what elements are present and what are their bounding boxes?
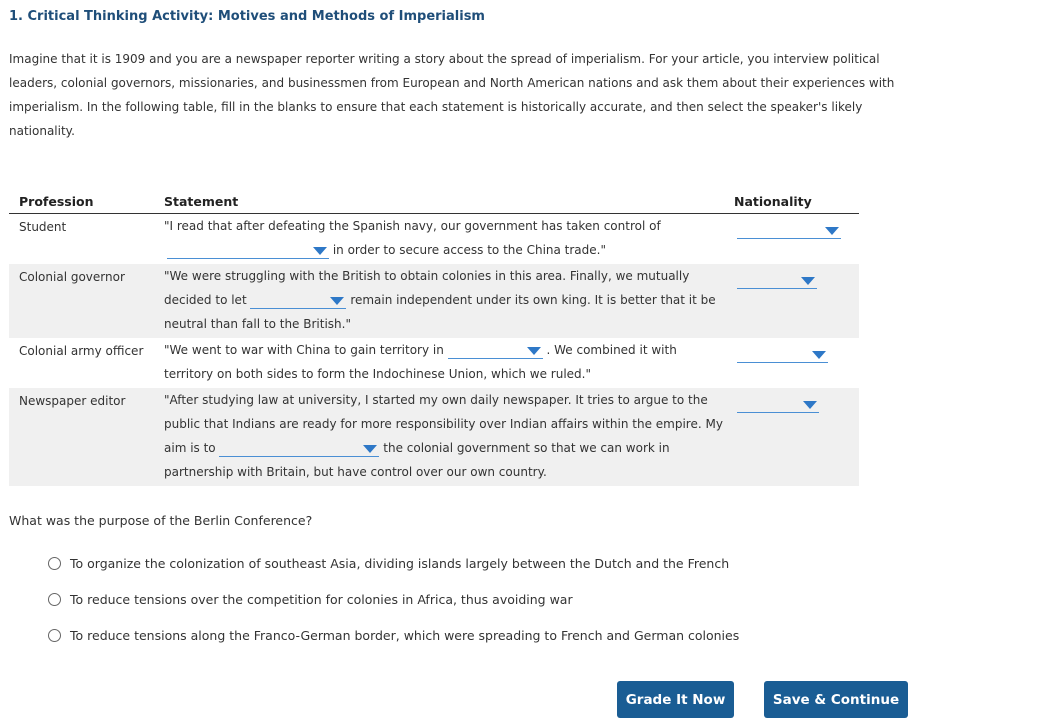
header-nationality: Nationality [734,194,812,209]
answer-option-1[interactable] [48,554,729,572]
statement-text: "I read that after defeating the Spanish navy, our government has taken control of [164,219,661,233]
statement-text: "We went to war with China to gain territory in [164,343,444,357]
radio-button[interactable] [48,629,61,642]
profession-cell: Newspaper editor [19,394,126,408]
imperialism-table [9,190,859,486]
grade-it-now-button[interactable]: Grade It Now [617,681,734,718]
option-label: To reduce tensions over the competition for colonies in Africa, thus avoiding war [70,591,573,607]
nationality-dropdown[interactable] [737,222,841,239]
statement-text: remain independent under its own king. It is better that it be neutral than fall to the British." [164,293,716,331]
statement-cell [164,264,724,336]
blank-dropdown-territory[interactable] [167,242,329,259]
answer-option-3[interactable] [48,626,739,644]
statement-text: "After studying law at university, I started my own daily newspaper. It tries to argue to the public that Indians are ready for more responsibility over Indian affairs within the empire. My aim is to [164,393,723,455]
blank-dropdown-country[interactable] [250,292,346,309]
table-header [9,190,859,214]
header-statement: Statement [164,194,239,209]
chevron-down-icon [812,351,826,359]
statement-cell [164,214,724,262]
profession-cell: Colonial army officer [19,344,144,358]
statement-text: the colonial government so that we can work in partnership with Britain, but have control over our own country. [164,441,670,479]
activity-intro: Imagine that it is 1909 and you are a newspaper reporter writing a story about the spread of imperialism. For your article, you interview political leaders, colonial governors, missionaries, and businessmen from European and North American nations and ask them about their experiences with imperialism. In the following table, fill in the blanks to ensure that each statement is historically accurate, and then select the speaker's likely nationality. [9,52,895,138]
header-profession: Profession [19,194,94,209]
profession-cell: Student [19,220,67,234]
profession-cell: Colonial governor [19,270,125,284]
chevron-down-icon [330,297,344,305]
nationality-dropdown[interactable] [737,346,828,363]
blank-dropdown-aim[interactable] [219,440,379,457]
table-row-colonial-army-officer [9,338,859,388]
table-row-student [9,214,859,264]
table-row-colonial-governor [9,264,859,338]
option-label: To reduce tensions along the Franco-German border, which were spreading to French and German colonies [70,627,740,643]
answer-option-2[interactable] [48,590,573,608]
radio-button[interactable] [48,557,61,570]
option-label: To organize the colonization of southeast Asia, dividing islands largely between the Dutch and the French [70,555,730,571]
statement-text: in order to secure access to the China trade." [332,243,606,257]
chevron-down-icon [363,445,377,453]
nationality-dropdown[interactable] [737,396,819,413]
table-row-newspaper-editor [9,388,859,486]
chevron-down-icon [801,277,815,285]
statement-cell [164,338,724,386]
radio-button[interactable] [48,593,61,606]
nationality-dropdown[interactable] [737,272,817,289]
question-text: What was the purpose of the Berlin Conference? [9,513,313,528]
chevron-down-icon [803,401,817,409]
save-continue-button[interactable]: Save & Continue [764,681,908,718]
chevron-down-icon [313,247,327,255]
chevron-down-icon [527,347,541,355]
activity-title: 1. Critical Thinking Activity: Motives and Methods of Imperialism [9,9,485,24]
chevron-down-icon [825,227,839,235]
statement-cell [164,388,724,484]
blank-dropdown-region[interactable] [448,342,543,359]
statement-text: . We combined it with territory on both sides to form the Indochinese Union, which we ruled." [164,343,677,381]
statement-text: "We were struggling with the British to obtain colonies in this area. Finally, we mutually decided to let [164,269,690,307]
